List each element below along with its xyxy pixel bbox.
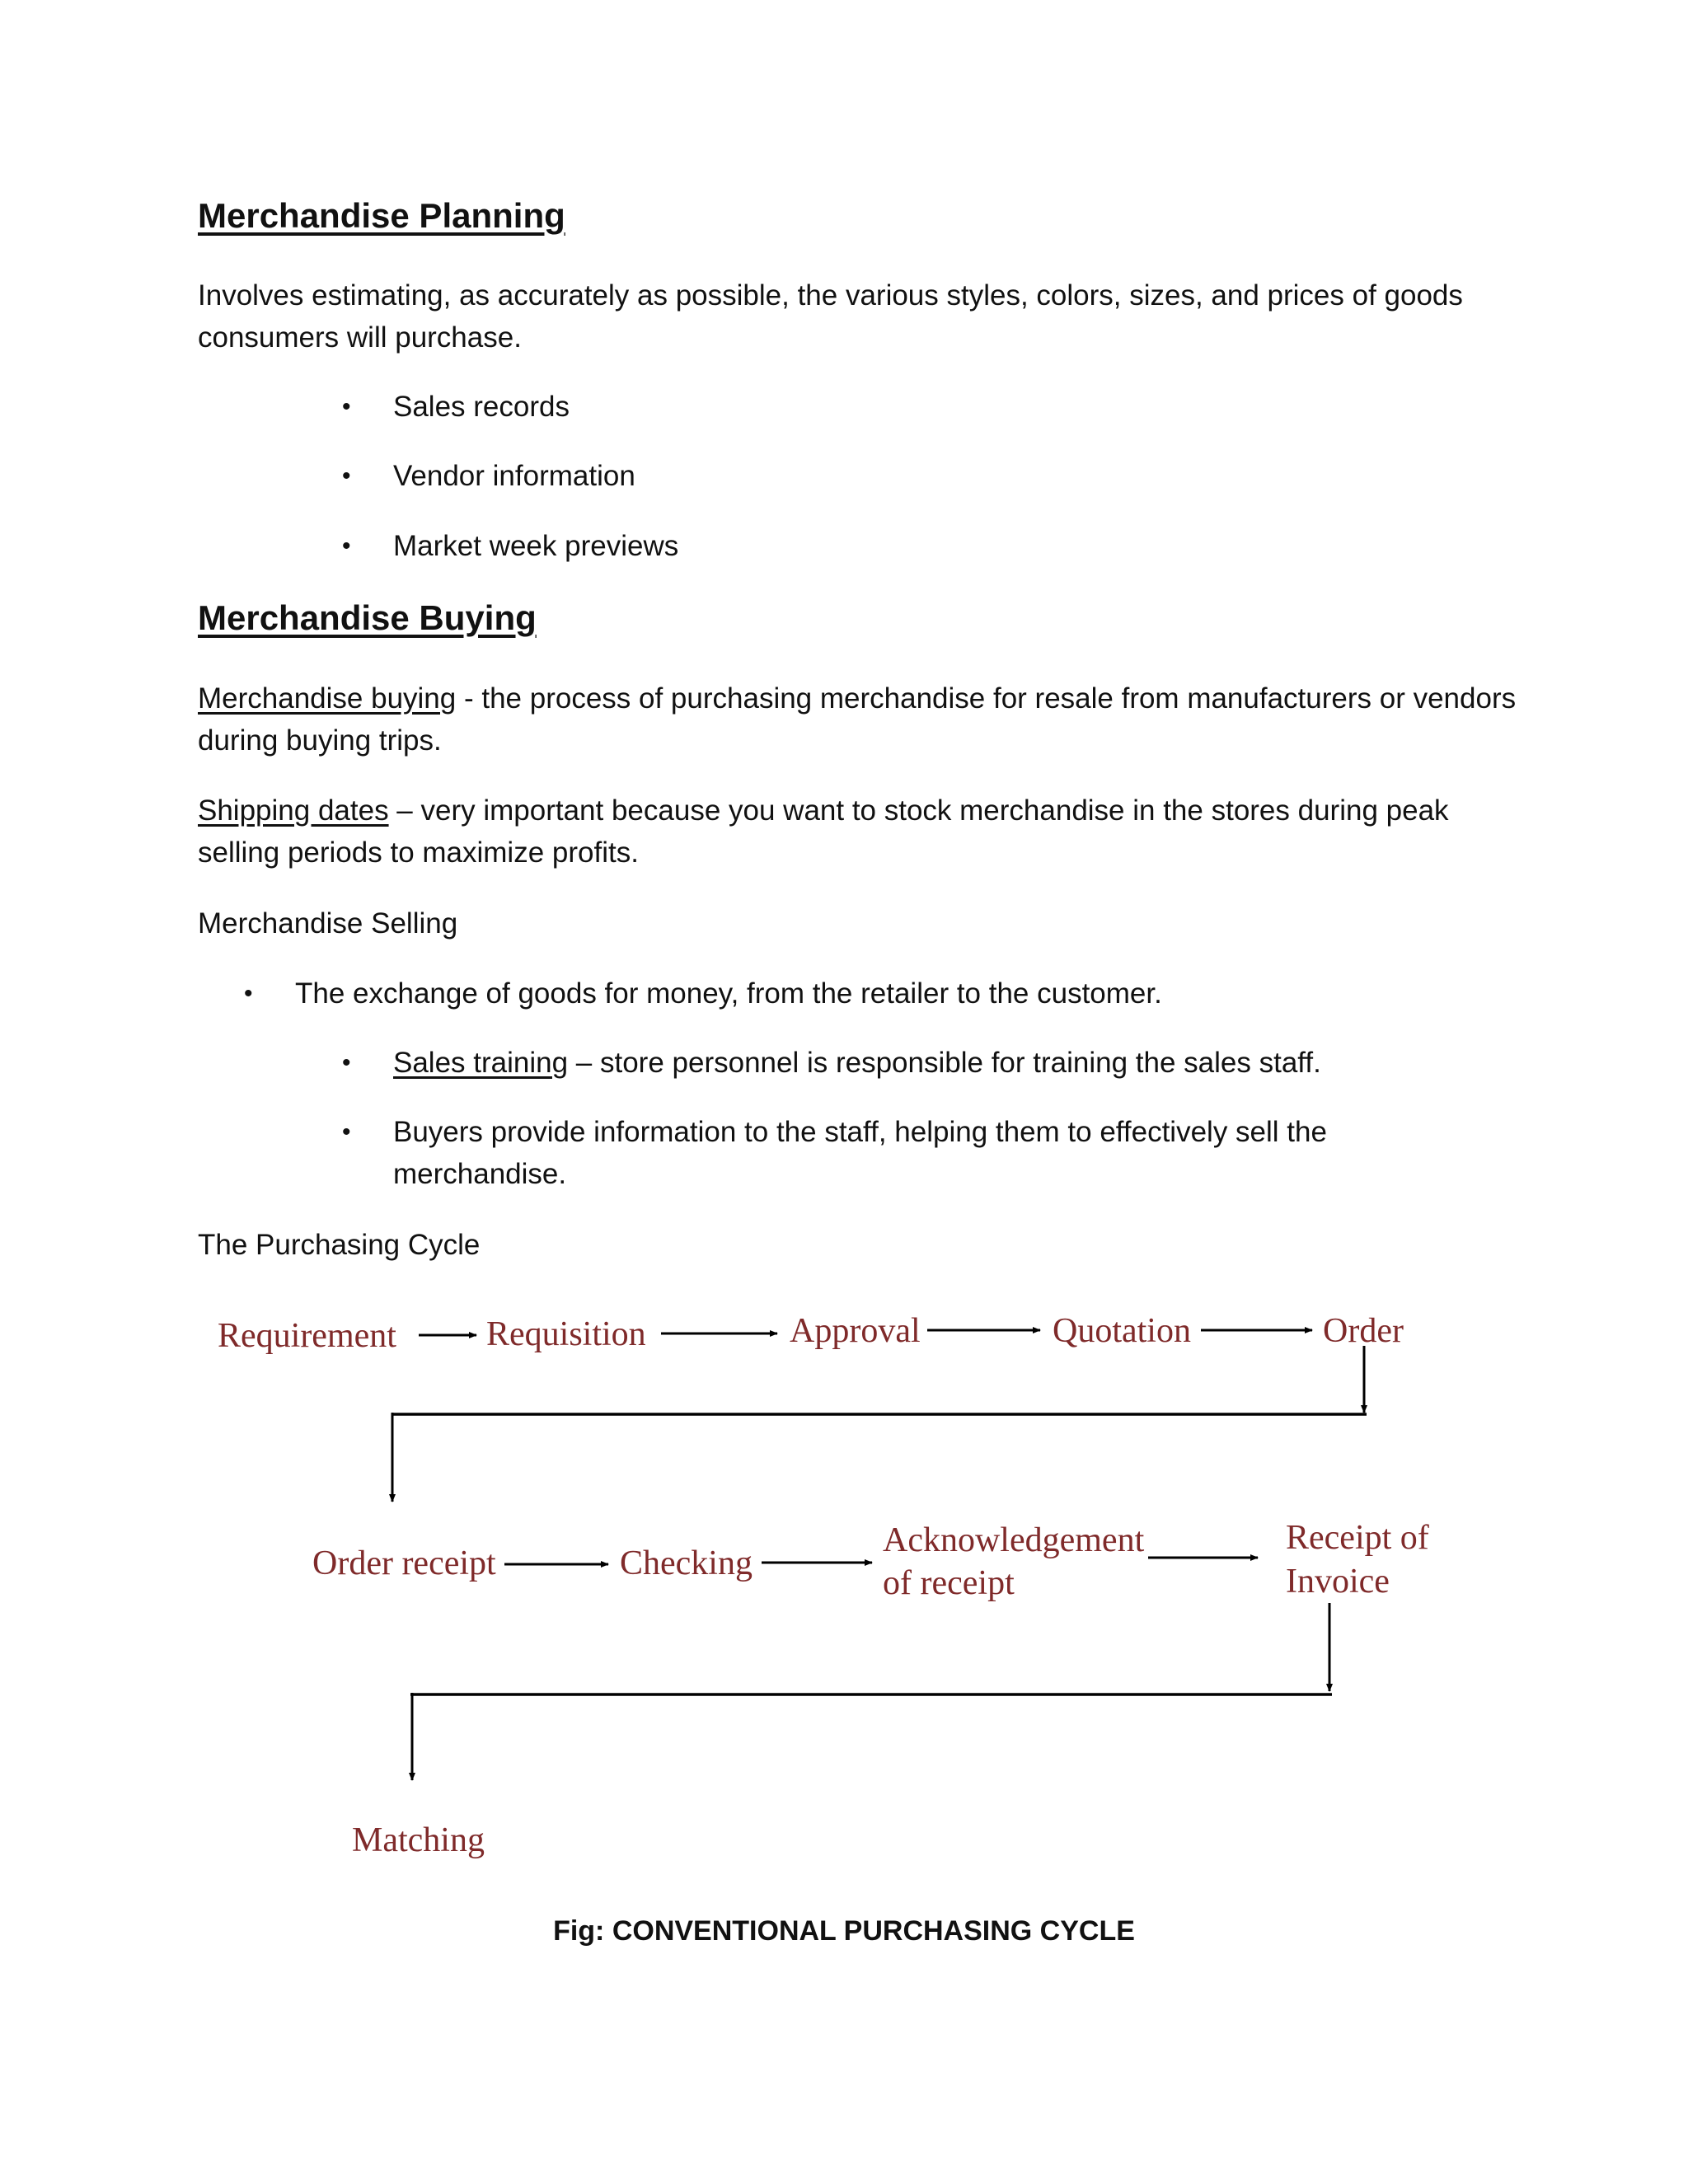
node-acknowledgement-line2: of receipt	[883, 1564, 1015, 1602]
shipping-term: Shipping dates	[198, 794, 389, 827]
sales-training-text: – store personnel is responsible for training the sales staff.	[568, 1047, 1321, 1079]
selling-bullet: The exchange of goods for money, from the retailer to the customer.	[295, 977, 1162, 1010]
node-matching: Matching	[352, 1821, 485, 1859]
bullet-dot: •	[342, 462, 351, 490]
cycle-heading: The Purchasing Cycle	[198, 1229, 481, 1261]
node-checking: Checking	[620, 1544, 753, 1582]
node-approval: Approval	[790, 1312, 921, 1350]
node-requirement: Requirement	[218, 1317, 396, 1355]
planning-intro: Involves estimating, as accurately as possible, the various styles, colors, sizes, and prices of goods consumers will purchase.	[198, 279, 1463, 354]
node-quotation: Quotation	[1053, 1312, 1191, 1350]
node-requisition: Requisition	[486, 1315, 646, 1353]
bullet-dot: •	[342, 1118, 351, 1146]
selling-heading: Merchandise Selling	[198, 907, 458, 940]
bullet-dot: •	[342, 532, 351, 560]
buying-heading: Merchandise Buying	[198, 598, 537, 637]
node-order: Order	[1323, 1312, 1404, 1350]
shipping-text: – very important because you want to stock merchandise in the stores during peak selling periods to maximize profits.	[198, 794, 1449, 869]
planning-bullet-3: Market week previews	[393, 530, 679, 562]
bullet-dot: •	[342, 1049, 351, 1076]
bullet-dot: •	[342, 393, 351, 420]
node-acknowledgement: Acknowledgement	[883, 1521, 1145, 1559]
planning-heading: Merchandise Planning	[198, 196, 565, 235]
figure-caption: Fig: CONVENTIONAL PURCHASING CYCLE	[553, 1915, 1135, 1947]
sales-training-term: Sales training	[393, 1047, 569, 1079]
node-receipt-of-invoice-line2: Invoice	[1286, 1563, 1390, 1601]
node-receipt-of-invoice: Receipt of	[1286, 1519, 1429, 1557]
buying-term: Merchandise buying	[198, 682, 457, 715]
bullet-dot: •	[244, 980, 253, 1007]
selling-sub-bullet-2: Buyers provide information to the staff, helping them to effectively sell the merchandise.	[393, 1116, 1327, 1190]
node-order-receipt: Order receipt	[312, 1544, 496, 1582]
buying-definition-text: - the process of purchasing merchandise for resale from manufacturers or vendors during buying trips.	[198, 682, 1517, 757]
planning-bullet-2: Vendor information	[393, 460, 635, 492]
planning-bullet-1: Sales records	[393, 391, 570, 423]
